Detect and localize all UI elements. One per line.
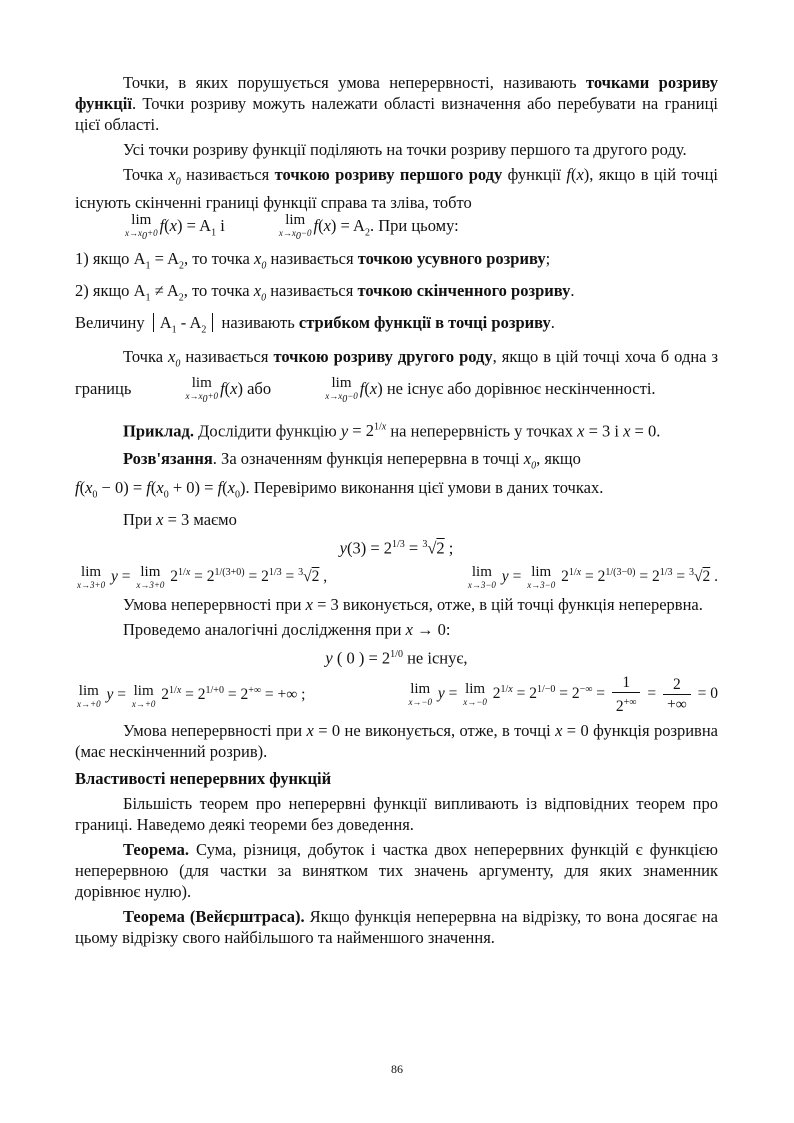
formula-x0: $x_0$ bbox=[253, 281, 267, 304]
page-content bbox=[75, 72, 718, 948]
paragraph-theorems-intro: Більшість теорем про неперервні функції випливають із відповідних теорем про границі. Наведемо деякі теореми без доведення. bbox=[75, 794, 718, 835]
paragraph-at-3 bbox=[75, 509, 718, 530]
text: Сума, різниця, добуток і частка двох неперервних функцій є функцією неперервною (для частки за винятком тих значень аргументу, для яких знаменник дорівнює нулю). bbox=[75, 840, 718, 902]
term-removable: точкою усувного розриву bbox=[357, 248, 546, 268]
label-example: Приклад. bbox=[123, 421, 195, 441]
formula-fx: f bbox=[220, 379, 225, 399]
equation-limit-left-3: lim x→3−0 y = lim x→3−0 $2^{1/x} = 2^{1/(3-0)} = 2^{1/3} = ^3√2$ . bbox=[467, 564, 718, 591]
formula-abs-difference: $A_1 - A_2$ bbox=[153, 313, 214, 332]
formula-a1-ne-a2: $A_1 \ne A_2$ bbox=[133, 281, 184, 304]
text: , якщо в цій точці існують скінченні границі функції справа та зліва, тобто bbox=[75, 165, 718, 213]
equation-limits-at-3 bbox=[75, 562, 718, 590]
page-number: 86 bbox=[391, 1062, 403, 1076]
text: , то точка bbox=[184, 248, 254, 268]
equation-y0: y ( 0 ) = $2^{1/0}$ не існує, bbox=[325, 648, 468, 668]
formula-y-eq: y bbox=[340, 421, 349, 441]
formula-a1-eq-a2: $A_1 = A_2$ bbox=[133, 248, 185, 272]
text: виконується, отже, в цій точці функція неперервна. bbox=[338, 595, 703, 615]
text: називають bbox=[217, 313, 299, 333]
formula-fx-x: x bbox=[369, 379, 378, 399]
text: 1) якщо bbox=[75, 248, 134, 268]
text: . За означенням функція неперервна в точці bbox=[212, 449, 524, 469]
equation-limit-right-3: lim x→3+0 y = lim x→3+0 $2^{1/x} = 2^{1/(3+0)} = 2^{1/3} = ^3√2$ , bbox=[77, 564, 328, 591]
paragraph-jump bbox=[75, 312, 718, 340]
text: і bbox=[216, 216, 229, 236]
formula-x-to-0: x bbox=[405, 620, 413, 640]
formula-lim-right: lim $x\to x_0+0$ bbox=[125, 212, 158, 243]
paragraph-solution bbox=[75, 448, 718, 505]
paragraph-theorem-1 bbox=[75, 839, 718, 902]
formula-lim-right-body: f bbox=[159, 216, 165, 236]
text: називається bbox=[180, 165, 275, 184]
formula-continuity-condition: f bbox=[75, 477, 80, 497]
text: . Точки розриву можуть належати області визначення або перебувати на границі цієї області. bbox=[75, 94, 718, 134]
label-theorem-weierstrass: Теорема (Вейєрштраса). bbox=[123, 907, 305, 927]
text: Точки, в яких порушується умова неперервності, називають bbox=[123, 73, 586, 92]
paragraph-example bbox=[75, 415, 718, 445]
text: функція розривна (має нескінченний розрив). bbox=[75, 721, 718, 762]
text: і bbox=[610, 421, 624, 441]
text: . bbox=[550, 313, 555, 333]
text: . При цьому: bbox=[369, 216, 459, 236]
paragraph-at-0 bbox=[75, 619, 718, 640]
text: , то точка bbox=[183, 281, 254, 301]
formula-x-eq-3-val: = 3 bbox=[163, 509, 190, 529]
text: Точка bbox=[123, 346, 169, 366]
list-item-removable bbox=[75, 248, 718, 276]
text: Якщо функція неперервна на відрізку, то вона досягає на цьому відрізку свого найбільшого та найменшого значення. bbox=[75, 907, 718, 948]
formula-fx-paren: ( bbox=[224, 379, 231, 399]
formula-x-eq-3: x bbox=[305, 595, 313, 615]
text: 2) якщо bbox=[75, 281, 134, 301]
paragraph-first-kind bbox=[75, 164, 718, 244]
formula-lim-left-val: ) = $A_2$ bbox=[330, 216, 370, 239]
term-discontinuity-points: точками розриву функції bbox=[75, 73, 719, 113]
text: Точка bbox=[123, 165, 169, 184]
text-does-not-exist: не існує, bbox=[402, 648, 468, 668]
text: або bbox=[242, 379, 276, 399]
formula-fx-x: x bbox=[230, 379, 238, 399]
term-jump: стрибком функції в точці розриву bbox=[298, 313, 551, 333]
text: називається bbox=[266, 281, 358, 301]
formula-x-eq-0-val: = 0 bbox=[630, 421, 657, 441]
paragraph-second-kind bbox=[75, 345, 718, 405]
formula-lim-left-x: x bbox=[323, 216, 331, 236]
list-item-finite bbox=[75, 280, 718, 308]
paragraph-discontinuous-at-0 bbox=[75, 720, 718, 762]
formula-lim-left: lim $x\to x_0-0$ bbox=[278, 212, 312, 243]
formula-x-eq-0-val: = 0 bbox=[313, 721, 341, 741]
formula-x-eq-0: x bbox=[306, 721, 314, 741]
text: При bbox=[123, 509, 157, 529]
text: не існує або дорівнює нескінченності. bbox=[382, 379, 656, 399]
formula-fx: f bbox=[566, 165, 571, 184]
label-theorem: Теорема. bbox=[123, 840, 189, 860]
formula-fx-close: ) bbox=[377, 379, 383, 399]
formula-x-to-0-rest: → 0 bbox=[412, 620, 446, 640]
formula-x-eq-3: x bbox=[156, 509, 164, 529]
formula-lim-left-body: f bbox=[313, 216, 319, 236]
paragraph-continuous-at-3 bbox=[75, 594, 718, 615]
term-finite: точкою скінченного розриву bbox=[357, 281, 571, 301]
formula-lim-right-val: ) = $A_1$ bbox=[177, 216, 217, 239]
text: Дослідити функцію bbox=[194, 421, 341, 441]
equation-limit-right-0: lim x→+0 y = lim x→+0 $2^{1/x} = 2^{1/+0} = 2^{+\infty}$ = +∞ ; bbox=[77, 682, 306, 709]
text: називається bbox=[180, 346, 274, 366]
text: . bbox=[656, 421, 661, 441]
text: ; bbox=[545, 248, 551, 268]
text: Умова неперервності при bbox=[123, 721, 307, 741]
text: Умова неперервності при bbox=[123, 595, 306, 615]
formula-continuity-condition-rest: $(x_0 - 0) = f(x_0 + 0) = f(x_0)$ bbox=[79, 477, 246, 500]
text: називається bbox=[266, 248, 358, 268]
formula-x0: $x_0$ bbox=[254, 248, 267, 272]
term-second-kind: точкою розриву другого роду bbox=[273, 346, 493, 366]
label-solution: Розв'язання bbox=[123, 449, 213, 469]
formula-lim-right: lim $x\to x_0+0$ bbox=[185, 374, 219, 405]
section-heading: Властивості неперервних функцій bbox=[75, 769, 332, 789]
formula-x0: $x_0$ bbox=[168, 165, 181, 188]
formula-fx: f bbox=[359, 379, 365, 399]
text: Величину bbox=[75, 313, 149, 333]
formula-y-eq-2: = $2^{1/x}$ bbox=[348, 421, 387, 441]
text: , якщо bbox=[536, 449, 581, 469]
text: . bbox=[570, 281, 575, 301]
paragraph-theorem-weierstrass bbox=[75, 906, 718, 948]
formula-x0: $x_0$ bbox=[168, 346, 181, 369]
formula-x-eq-0: x bbox=[555, 721, 563, 741]
formula-x-eq-3-val: = 3 bbox=[584, 421, 611, 441]
formula-lim-left: lim $x\to x_0-0$ bbox=[325, 374, 358, 405]
term-first-kind: точкою розриву першого роду bbox=[274, 165, 503, 184]
text: Проведемо аналогічні дослідження при bbox=[123, 620, 406, 640]
formula-x-eq-0: x bbox=[623, 421, 631, 441]
formula-fx-close: ) bbox=[583, 165, 590, 184]
paragraph-classification: Усі точки розриву функції поділяють на точки розриву першого та другого роду. bbox=[123, 140, 687, 159]
text: не виконується, отже, в точці bbox=[340, 721, 556, 741]
formula-x-eq-0-val: = 0 bbox=[562, 721, 589, 741]
formula-fx-close: ) bbox=[237, 379, 243, 399]
text: функції bbox=[502, 165, 567, 184]
formula-fx-arg: ( bbox=[570, 165, 577, 184]
paragraph-discontinuity-definition bbox=[75, 72, 718, 135]
formula-x0: $x_0$ bbox=[523, 449, 537, 472]
formula-lim-right-x: x bbox=[169, 216, 177, 236]
equation-limits-at-0 bbox=[75, 673, 718, 716]
formula-x-eq-3: x bbox=[577, 421, 585, 441]
equation-limit-left-0: lim x→−0 y = lim x→−0 $2^{1/x} = 2^{1/-0} = 2^{-\infty}$ = $\frac{1}{2^{+\infty}}$ = $\frac{2}{+\infty}$ = 0 bbox=[408, 673, 718, 716]
text: . Перевіримо виконання цієї умови в даних точках. bbox=[245, 477, 604, 497]
text: : bbox=[445, 620, 451, 640]
formula-lim-right-eq: ( bbox=[164, 216, 170, 236]
text: , якщо в цій точці хоча б одна з границь bbox=[75, 346, 718, 399]
formula-lim-left-eq: ( bbox=[318, 216, 324, 236]
text: маємо bbox=[189, 509, 237, 529]
formula-fx-x: x bbox=[576, 165, 584, 184]
equation-y3: $y(3) = 2^{1/3} = ^3√2$ ; bbox=[339, 538, 454, 558]
formula-x-eq-3-val: = 3 bbox=[312, 595, 339, 615]
text: на неперервність у точках bbox=[386, 421, 578, 441]
formula-fx-paren: ( bbox=[364, 379, 370, 399]
